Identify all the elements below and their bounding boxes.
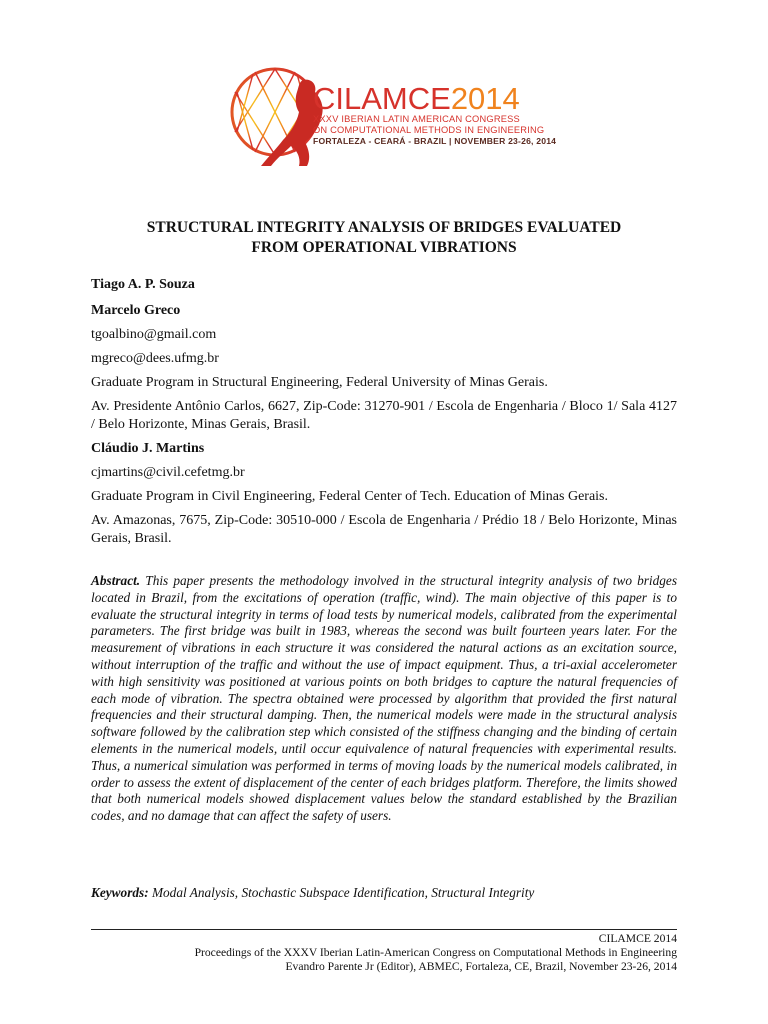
footer-line-2: Proceedings of the XXXV Iberian Latin-American Congress on Computational Methods in Engineering <box>194 946 677 959</box>
affiliation: Graduate Program in Structural Engineering, Federal University of Minas Gerais. <box>91 375 548 390</box>
affiliation: Graduate Program in Civil Engineering, Federal Center of Tech. Education of Minas Gerais. <box>91 489 609 504</box>
footer-divider <box>91 929 677 930</box>
conference-logo <box>225 62 557 170</box>
keywords <box>91 884 677 901</box>
address: Av. Presidente Antônio Carlos, 6627, Zip-Code: 31270-901 / Escola de Engenharia / Bloco 1/ Sala 4127 / Belo Horizonte, Minas Gerais, Brasil. <box>91 399 677 432</box>
logo-text <box>313 81 557 147</box>
abstract-text: This paper presents the methodology involved in the structural integrity analysis of two bridges located in Brazil, from the excitations of operation (traffic, wind). The main objective of this paper is to evaluate the structural integrity in terms of load tests by numerical models, calibrated from the experimental parameters. The first bridge was built in 1983, whereas the second was built fourteen years later. For the measurement of vibrations in each structure it was considered the natural actions as an excitation source, without interruption of the traffic and without the use of impact equipment. Thus, a tri-axial accelerometer with high sensitivity was positioned at various points on both bridges to capture the natural frequencies of each mode of vibration. The spectra obtained were processed by algorithm that provided the first natural frequencies and their structural damping. Then, the numerical models were made in the structural analysis software followed by the calibration step which consisted of the stiffness changing and the binding of certain elements in the numerical models, until occur equivalence of natural frequencies with experimental results. Thus, a numerical simulation was performed in terms of moving loads by the numerical models calibrated, in order to assess the extent of displacement of the center of each bridges platform. Therefore, the limits showed that both numerical models showed displacement values below the standard established by the Brazilian codes, and no damage that can affect the safety of users. <box>91 573 677 824</box>
logo-subtitle-2: ON COMPUTATIONAL METHODS IN ENGINEERING <box>313 125 545 135</box>
abstract-label: Abstract. <box>91 573 141 588</box>
page-footer <box>91 932 677 974</box>
author-email: tgoalbino@gmail.com <box>91 327 217 342</box>
author-email: mgreco@dees.ufmg.br <box>91 351 219 366</box>
keywords-text: Modal Analysis, Stochastic Subspace Identification, Structural Integrity <box>151 885 535 900</box>
address: Av. Amazonas, 7675, Zip-Code: 30510-000 / Escola de Engenharia / Prédio 18 / Belo Horizonte, Minas Gerais, Brasil. <box>91 513 677 546</box>
author-name: Cláudio J. Martins <box>91 441 205 456</box>
abstract <box>91 573 677 825</box>
logo-subtitle-1: XXXV IBERIAN LATIN AMERICAN CONGRESS <box>313 114 520 124</box>
footer-line-3: Evandro Parente Jr (Editor), ABMEC, Fortaleza, CE, Brazil, November 23-26, 2014 <box>285 960 677 973</box>
author-name: Marcelo Greco <box>91 303 181 318</box>
logo-name: CILAMCE <box>313 81 451 116</box>
logo-wordmark <box>313 81 553 116</box>
logo-year: 2014 <box>450 81 520 116</box>
logo-subtitle-3: FORTALEZA - CEARÁ - BRAZIL | NOVEMBER 23-26, 2014 <box>313 136 557 146</box>
author-name: Tiago A. P. Souza <box>91 277 195 292</box>
title-line-2: FROM OPERATIONAL VIBRATIONS <box>251 239 517 256</box>
footer-line-1: CILAMCE 2014 <box>598 932 677 945</box>
title-line-1: STRUCTURAL INTEGRITY ANALYSIS OF BRIDGES EVALUATED <box>146 219 622 236</box>
author-email: cjmartins@civil.cefetmg.br <box>91 465 245 480</box>
paper-title <box>80 218 688 258</box>
keywords-label: Keywords: <box>91 885 149 900</box>
